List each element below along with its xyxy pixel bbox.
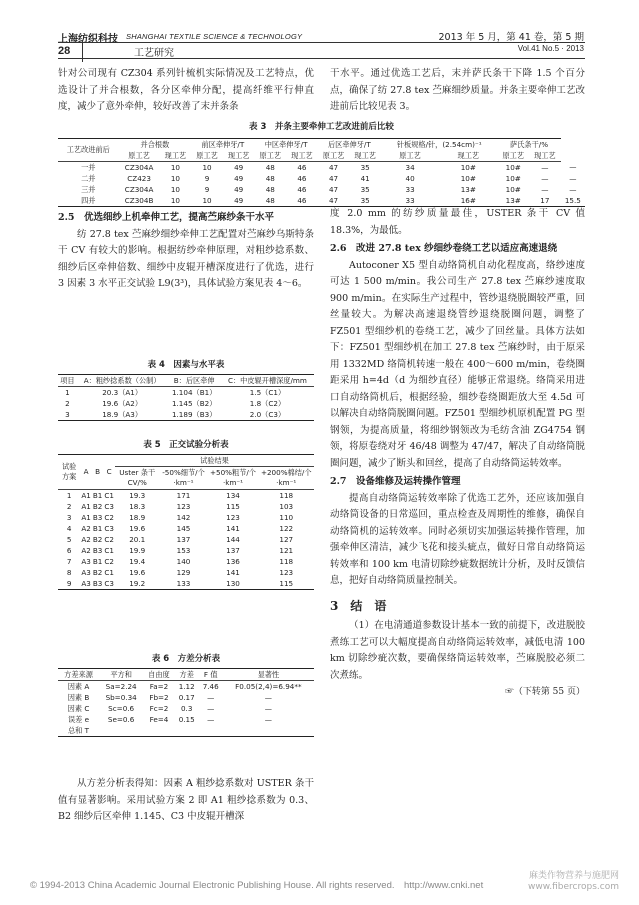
- table3: [58, 138, 585, 207]
- table3-sub: 现工艺: [223, 150, 255, 162]
- table-cell: 四并: [58, 195, 119, 207]
- table4: [58, 374, 314, 421]
- table-cell: C3: [104, 501, 114, 511]
- table-cell: 1: [65, 387, 70, 397]
- table-cell: 122: [279, 523, 294, 533]
- section-2-6-text: Autoconer X5 型自动络筒机自动化程度高，络纱速度可达 1 500 m/min。我公司生产 27.8 tex 苎麻纱速度取 900 m/min。在实际生产过程中，管纱退绕脱圈较严重，回丝量较大。为解决高速退绕管纱退绕脱圈问题，调整了 FZ501 型细纱机的卷绕工艺，减少了回丝量。具体方法如下：FZ501 型细纱机在加工 27.8 tex 苎麻纱时，由于原采用 1332MD 络筒机转速一般在 400～600 m/min，卷绕圈距采用 h=4d（d 为细纱直径）能够正常退绕。络筒采用进口自动络筒机后，根据经验，细纱卷绕圈距放大至 4.5d 可以解决自动络筒脱圈问题。FZ501 型细纱机原机配置 PG 型钢领，为提高质量，将细纱钢领改为毛纺含油 ZG4754 钢领，将原卷绕对牙 46/48 调整为 47/47，解决了自动络筒脱圈问题，减少了断头和回丝，提高了自动络筒运转效率。: [330, 259, 585, 469]
- table-cell: C2: [104, 512, 114, 522]
- table-cell: 47: [328, 173, 339, 183]
- table-row: [58, 534, 314, 545]
- section-2-7-text: 提高自动络筒运转效率除了优选工艺外，还应该加强自动络筒设备的日常巡回，重点检查及周期性的维修，确保自动络筒机的运转效率。同时必须切实加强运转操作管理，加强牵伸区清洁，减少飞花和接头疵点，做好日常自动络筒运转效率和 100 km 电清切除纱疵数据统计分析，及时反馈信息，把好自动络筒质量控制关。: [330, 492, 585, 586]
- section-3-title: 3 结 语: [330, 598, 387, 613]
- table-cell: 47: [328, 162, 339, 172]
- table-cell: A3: [81, 556, 91, 566]
- table-cell: —: [569, 173, 577, 183]
- table-cell: 129: [176, 567, 191, 577]
- table-cell: 因素 C: [67, 703, 90, 713]
- table-cell: 127: [279, 534, 294, 544]
- watermark: 麻类作物营养与施肥网 www.fibercrops.com: [528, 871, 619, 892]
- table-cell: A2: [81, 545, 91, 555]
- table-cell: A3: [81, 578, 91, 588]
- table-cell: 142: [176, 512, 191, 522]
- table-cell: 118: [279, 556, 294, 566]
- table-cell: 144: [226, 534, 240, 544]
- table-cell: 134: [226, 490, 240, 500]
- table-cell: B3: [92, 512, 103, 522]
- table3-sub: 现工艺: [529, 150, 561, 162]
- table-cell: 123: [226, 512, 240, 522]
- table-cell: 10: [202, 162, 212, 172]
- table-cell: 171: [176, 490, 191, 500]
- table-cell: B1: [92, 523, 103, 533]
- table-cell: 46: [297, 184, 307, 194]
- table4-caption: 表 4 因素与水平表: [147, 360, 225, 370]
- table6-head: 方差来源: [58, 669, 99, 681]
- table-cell: 10: [170, 184, 180, 194]
- table-cell: 一并: [81, 162, 96, 172]
- table-cell: —: [207, 692, 215, 702]
- header-rule-bottom: [58, 58, 585, 59]
- table-cell: [199, 725, 223, 737]
- table-cell: —: [569, 162, 577, 172]
- table-cell: 6: [66, 545, 72, 555]
- table6-head: 方差: [175, 669, 199, 681]
- table4-head: C：中皮辊开槽深度/mm: [221, 375, 314, 387]
- table-cell: 49: [234, 184, 244, 194]
- table4-head: 项目: [58, 375, 77, 387]
- table-row: [58, 545, 314, 556]
- table-cell: —: [264, 714, 272, 724]
- table6-head: 显著性: [223, 669, 314, 681]
- table-cell: 137: [176, 534, 191, 544]
- table-cell: 41: [360, 173, 370, 183]
- table-cell: CZ423: [127, 173, 151, 183]
- table3-head: 中区牵伸牙/T: [254, 139, 317, 151]
- table-cell: 10: [170, 173, 180, 183]
- top-left-paragraph: 针对公司现有 CZ304 系列针梳机实际情况及工艺特点，优选设计了并合根数，各分区牵伸分配，提高纤维平行伸直度，减少了意外牵伸，较好改善了末并条条: [58, 68, 314, 112]
- table-cell: 137: [226, 545, 240, 555]
- table-cell: 4: [66, 523, 72, 533]
- table5-head: 试验方案: [58, 455, 80, 490]
- table-cell: 130: [208, 578, 259, 590]
- table-cell: 10#: [505, 173, 521, 183]
- table6: [58, 668, 314, 737]
- table-cell: A2: [81, 534, 91, 544]
- table-cell: —: [264, 703, 272, 713]
- table-row: [58, 409, 314, 421]
- table-cell: 1: [66, 490, 72, 500]
- table-cell: 140: [176, 556, 191, 566]
- table-cell: B1: [92, 556, 103, 566]
- table-cell: C3: [104, 578, 114, 588]
- table-row: [58, 567, 314, 578]
- table-cell: 40: [405, 173, 415, 183]
- table-cell: F0.05(2,4)=6.94**: [235, 681, 302, 691]
- table5-head: -50%细节/个·km⁻¹: [159, 467, 207, 490]
- table-cell: 20.3（A1）: [102, 387, 143, 397]
- table-cell: 二并: [81, 173, 96, 183]
- table3-sub: 现工艺: [349, 150, 381, 162]
- table-cell: 19.9: [129, 545, 146, 555]
- section-2-6-title: 2.6 改进 27.8 tex 纱细纱卷绕工艺以适应高速退绕: [330, 243, 558, 254]
- table-cell: B3: [92, 578, 103, 588]
- table-cell: C1: [104, 545, 114, 555]
- table-cell: 2: [66, 501, 72, 511]
- section-2-5-title: 2.5 优选细纱上机牵伸工艺，提高苎麻纱条干水平: [58, 212, 275, 223]
- table6-head: F 值: [199, 669, 223, 681]
- table-row: [58, 501, 314, 512]
- table-cell: 46: [297, 173, 307, 183]
- table-row: [58, 387, 314, 399]
- table-cell: 18.9: [129, 512, 146, 522]
- table-cell: [143, 725, 174, 737]
- table-cell: 19.2: [115, 578, 159, 590]
- table3-sub: 现工艺: [286, 150, 318, 162]
- table-cell: 2.0（C3）: [221, 409, 314, 421]
- table-cell: —: [541, 162, 549, 172]
- table-cell: B2: [92, 567, 103, 577]
- table3-sub: 原工艺: [191, 150, 223, 162]
- table5: [58, 454, 314, 590]
- table4-head: A：粗纱捻系数（公制）: [77, 375, 168, 387]
- table-cell: 10#: [460, 162, 476, 172]
- table-cell: 47: [328, 184, 339, 194]
- table-cell: Sa=2.24: [105, 681, 137, 691]
- table-cell: 141: [226, 567, 240, 577]
- table-cell: 10#: [505, 162, 521, 172]
- table-cell: A1: [81, 490, 91, 500]
- issue-info-en: Vol.41 No.5 · 2013: [517, 44, 584, 53]
- table3-sub: 原工艺: [318, 150, 350, 162]
- table-cell: 10: [191, 195, 223, 207]
- table3-head: 前区牵伸牙/T: [191, 139, 254, 151]
- table-cell: 10#: [505, 184, 521, 194]
- table-cell: 33: [405, 184, 415, 194]
- section-2-5: [58, 210, 314, 293]
- table-cell: 46: [286, 195, 318, 207]
- table-cell: 7.46: [202, 681, 219, 691]
- table-cell: 1.104（B1）: [171, 387, 217, 397]
- table-cell: 0.15: [178, 714, 195, 724]
- table3-head: 后区牵伸牙/T: [318, 139, 381, 151]
- table-cell: —: [569, 184, 577, 194]
- table-cell: 2: [65, 398, 70, 408]
- table-row: [58, 184, 585, 195]
- section-3-text: （1）在电清通道参数设计基本一致的前提下，改进脱胶煮练工艺可以大幅度提高自动络筒运转效率，减低电清 100 km 切除纱疵次数，要确保络筒运转效率，苎麻脱胶必须二次煮练。: [330, 620, 585, 681]
- table-row: [58, 703, 314, 714]
- table-cell: —: [541, 184, 549, 194]
- table-cell: 145: [176, 523, 191, 533]
- table-cell: B2: [92, 501, 103, 511]
- table-row: [58, 523, 314, 534]
- table-cell: B2: [92, 534, 103, 544]
- table-cell: Fa=2: [149, 681, 169, 691]
- table-cell: 47: [318, 195, 350, 207]
- table-cell: 18.3: [129, 501, 146, 511]
- table-cell: [175, 725, 199, 737]
- table3-caption: 表 3 并条主要牵伸工艺改进前后比较: [249, 122, 394, 132]
- table-cell: 48: [265, 173, 275, 183]
- table-cell: 9: [58, 578, 80, 590]
- table3-head: 针板规格/针，(2.54cm)⁻¹: [381, 139, 497, 151]
- table3-head: 并合根数: [119, 139, 192, 151]
- table-cell: A1: [81, 512, 91, 522]
- table-cell: 3: [58, 409, 77, 421]
- table-cell: Sb=0.34: [105, 692, 137, 702]
- table-cell: 18.9（A3）: [77, 409, 168, 421]
- table5-caption: 表 5 正交试验分析表: [143, 440, 229, 450]
- table-cell: CZ304B: [119, 195, 160, 207]
- table-cell: 13#: [497, 195, 529, 207]
- table3-head: 萨氏条干/%: [497, 139, 560, 151]
- table-cell: 因素 A: [67, 681, 90, 691]
- table-cell: B3: [92, 545, 103, 555]
- table-cell: 20.1: [129, 534, 146, 544]
- table-cell: 46: [297, 162, 307, 172]
- table-row: [58, 578, 314, 590]
- table-cell: 13#: [460, 184, 476, 194]
- section-tag: 工艺研究: [134, 48, 174, 59]
- table-cell: 35: [360, 162, 370, 172]
- table-cell: C1: [104, 490, 114, 500]
- table-cell: —: [207, 703, 215, 713]
- table-cell: 19.3: [129, 490, 146, 500]
- section-2-7-title: 2.7 设备维修及运转操作管理: [330, 476, 461, 487]
- table5-head: +200%棉结/个·km⁻¹: [258, 467, 314, 490]
- table-cell: 121: [279, 545, 294, 555]
- table-cell: 三并: [81, 184, 96, 194]
- table-cell: 3: [66, 512, 72, 522]
- table-cell: 8: [66, 567, 72, 577]
- table-cell: 103: [279, 501, 294, 511]
- table6-head: 平方和: [99, 669, 143, 681]
- table-cell: 118: [279, 490, 294, 500]
- table-row: [58, 556, 314, 567]
- table-cell: Sc=0.6: [108, 703, 135, 713]
- table-row: [58, 725, 314, 737]
- table3-sub: 原工艺: [497, 150, 529, 162]
- table-cell: 7: [66, 556, 72, 566]
- table-cell: 1.145（B2）: [171, 398, 217, 408]
- table3-sub: 原工艺: [119, 150, 160, 162]
- table-row: [58, 195, 585, 207]
- table-cell: 49: [223, 195, 255, 207]
- table-cell: 9: [204, 173, 210, 183]
- table-cell: CZ304A: [124, 162, 154, 172]
- table-cell: —: [541, 173, 549, 183]
- table-cell: 1.12: [178, 681, 195, 691]
- table6-head: 自由度: [143, 669, 174, 681]
- table-cell: C3: [104, 523, 114, 533]
- table-cell: Fe=4: [149, 714, 169, 724]
- section-2-5-text: 纺 27.8 tex 苎麻纱细纱牵伸工艺配置对苎麻纱乌斯特条干 CV 有较大的影响。根据纺纱牵伸原理，对粗纱捻系数、细纱后区牵伸倍数、细纱中皮辊开槽深度进行了优选，进行 3 因素 3 水平正交试验 L9(3³)，具体试验方案见表 4～6。: [58, 228, 314, 289]
- table-cell: [223, 725, 314, 737]
- table-cell: 19.4: [129, 556, 146, 566]
- issue-info-cn: 2013 年 5 月，第 41 卷，第 5 期: [438, 32, 584, 43]
- table-cell: 因素 B: [67, 692, 90, 702]
- table-cell: 19.6: [129, 567, 146, 577]
- table6-caption: 表 6 方差分析表: [151, 654, 221, 664]
- table-cell: 110: [279, 512, 294, 522]
- table-cell: 49: [234, 173, 244, 183]
- header-rule: [58, 42, 585, 43]
- table-cell: Se=0.6: [107, 714, 135, 724]
- table-cell: 0.3: [180, 703, 193, 713]
- right-column: [330, 206, 585, 701]
- table3-head: 工艺改进前后: [58, 139, 119, 162]
- table-cell: —: [264, 692, 272, 702]
- copyright-footer: © 1994-2013 China Academic Journal Electronic Publishing House. All rights reserved. http://www.cnki.net: [30, 880, 484, 891]
- table-cell: 48: [265, 184, 275, 194]
- right-continuation: 度 2.0 mm 的纺纱质量最佳，USTER 条干 CV 值 18.3%，为最低。: [330, 208, 585, 236]
- table-cell: 48: [254, 195, 286, 207]
- table5-head: Uster 条干 CV/%: [115, 467, 159, 490]
- table-cell: [99, 725, 143, 737]
- table-cell: 5: [66, 534, 72, 544]
- table-cell: 34: [405, 162, 415, 172]
- table-cell: C2: [104, 556, 114, 566]
- table4-head: B：后区牵伸: [167, 375, 220, 387]
- table-cell: A2: [81, 523, 91, 533]
- table-cell: 17: [529, 195, 561, 207]
- table5-head-group: 试验结果: [115, 455, 314, 467]
- top-right-paragraph: 干水平。通过优选工艺后，末并萨氏条干下降 1.5 个百分点，确保了纺 27.8 tex 苎麻细纱质量。并条主要牵伸工艺改进前后比较见表 3。: [330, 68, 585, 112]
- table-cell: CZ304A: [124, 184, 154, 194]
- table-cell: 136: [226, 556, 240, 566]
- table-cell: 115: [258, 578, 314, 590]
- table-cell: 0.17: [178, 692, 195, 702]
- table-cell: 133: [159, 578, 207, 590]
- table3-sub: 原工艺: [381, 150, 439, 162]
- table3-sub: 原工艺: [254, 150, 286, 162]
- table5-head: B: [92, 455, 104, 490]
- table-cell: 10: [170, 162, 180, 172]
- table-cell: 35: [360, 184, 370, 194]
- table-cell: 16#: [439, 195, 497, 207]
- table-cell: 10: [160, 195, 192, 207]
- table-cell: Fb=2: [149, 692, 169, 702]
- table-cell: 9: [204, 184, 210, 194]
- page-number: 28: [58, 45, 71, 57]
- table-cell: 123: [176, 501, 191, 511]
- table-cell: 123: [279, 567, 294, 577]
- table-cell: 141: [226, 523, 240, 533]
- table-cell: 19.6: [129, 523, 146, 533]
- table-cell: 19.6（A2）: [102, 398, 143, 408]
- table-cell: 48: [265, 162, 275, 172]
- journal-name-en: SHANGHAI TEXTILE SCIENCE & TECHNOLOGY: [126, 32, 303, 41]
- table-cell: C2: [104, 534, 114, 544]
- table-cell: 1.8（C2）: [249, 398, 286, 408]
- table-row: [58, 714, 314, 725]
- table-cell: 33: [381, 195, 439, 207]
- journal-name-cn: 上海纺织科技: [58, 34, 118, 45]
- table-cell: —: [207, 714, 215, 724]
- table3-sub: 现工艺: [439, 150, 497, 162]
- table-cell: C1: [104, 567, 114, 577]
- bottom-left-paragraph: 从方差分析表得知：因素 A 粗纱捻系数对 USTER 条干值有显著影响。采用试验方案 2 即 A1 粗纱捻系数为 0.3、B2 细纱后区牵伸 1.145、C3 中皮辊开槽深: [58, 778, 314, 822]
- continued-note: ☞（下转第 55 页）: [504, 687, 585, 697]
- table-row: [58, 162, 585, 174]
- table3-sub: 现工艺: [160, 150, 192, 162]
- table-cell: 1.5（C1）: [249, 387, 286, 397]
- table-cell: Fc=2: [149, 703, 169, 713]
- table-row: [58, 490, 314, 502]
- table-cell: A1: [81, 501, 91, 511]
- table-row: [58, 512, 314, 523]
- table5-head: +50%粗节/个·km⁻¹: [208, 467, 259, 490]
- table-cell: 153: [176, 545, 191, 555]
- table-row: [58, 398, 314, 409]
- table-row: [58, 173, 585, 184]
- table-row: [58, 681, 314, 693]
- table-cell: 10#: [460, 173, 476, 183]
- table-row: [58, 692, 314, 703]
- table-cell: B1: [92, 490, 103, 500]
- table-cell: 15.5: [561, 195, 585, 207]
- table-cell: A3: [81, 567, 91, 577]
- table5-head: C: [103, 455, 115, 490]
- table-cell: 49: [234, 162, 244, 172]
- table-cell: 35: [349, 195, 381, 207]
- table-cell: 总和 T: [58, 725, 99, 737]
- table5-head: A: [80, 455, 92, 490]
- table-cell: 误差 e: [67, 714, 90, 724]
- table-cell: 1.189（B3）: [167, 409, 220, 421]
- table-cell: 115: [226, 501, 240, 511]
